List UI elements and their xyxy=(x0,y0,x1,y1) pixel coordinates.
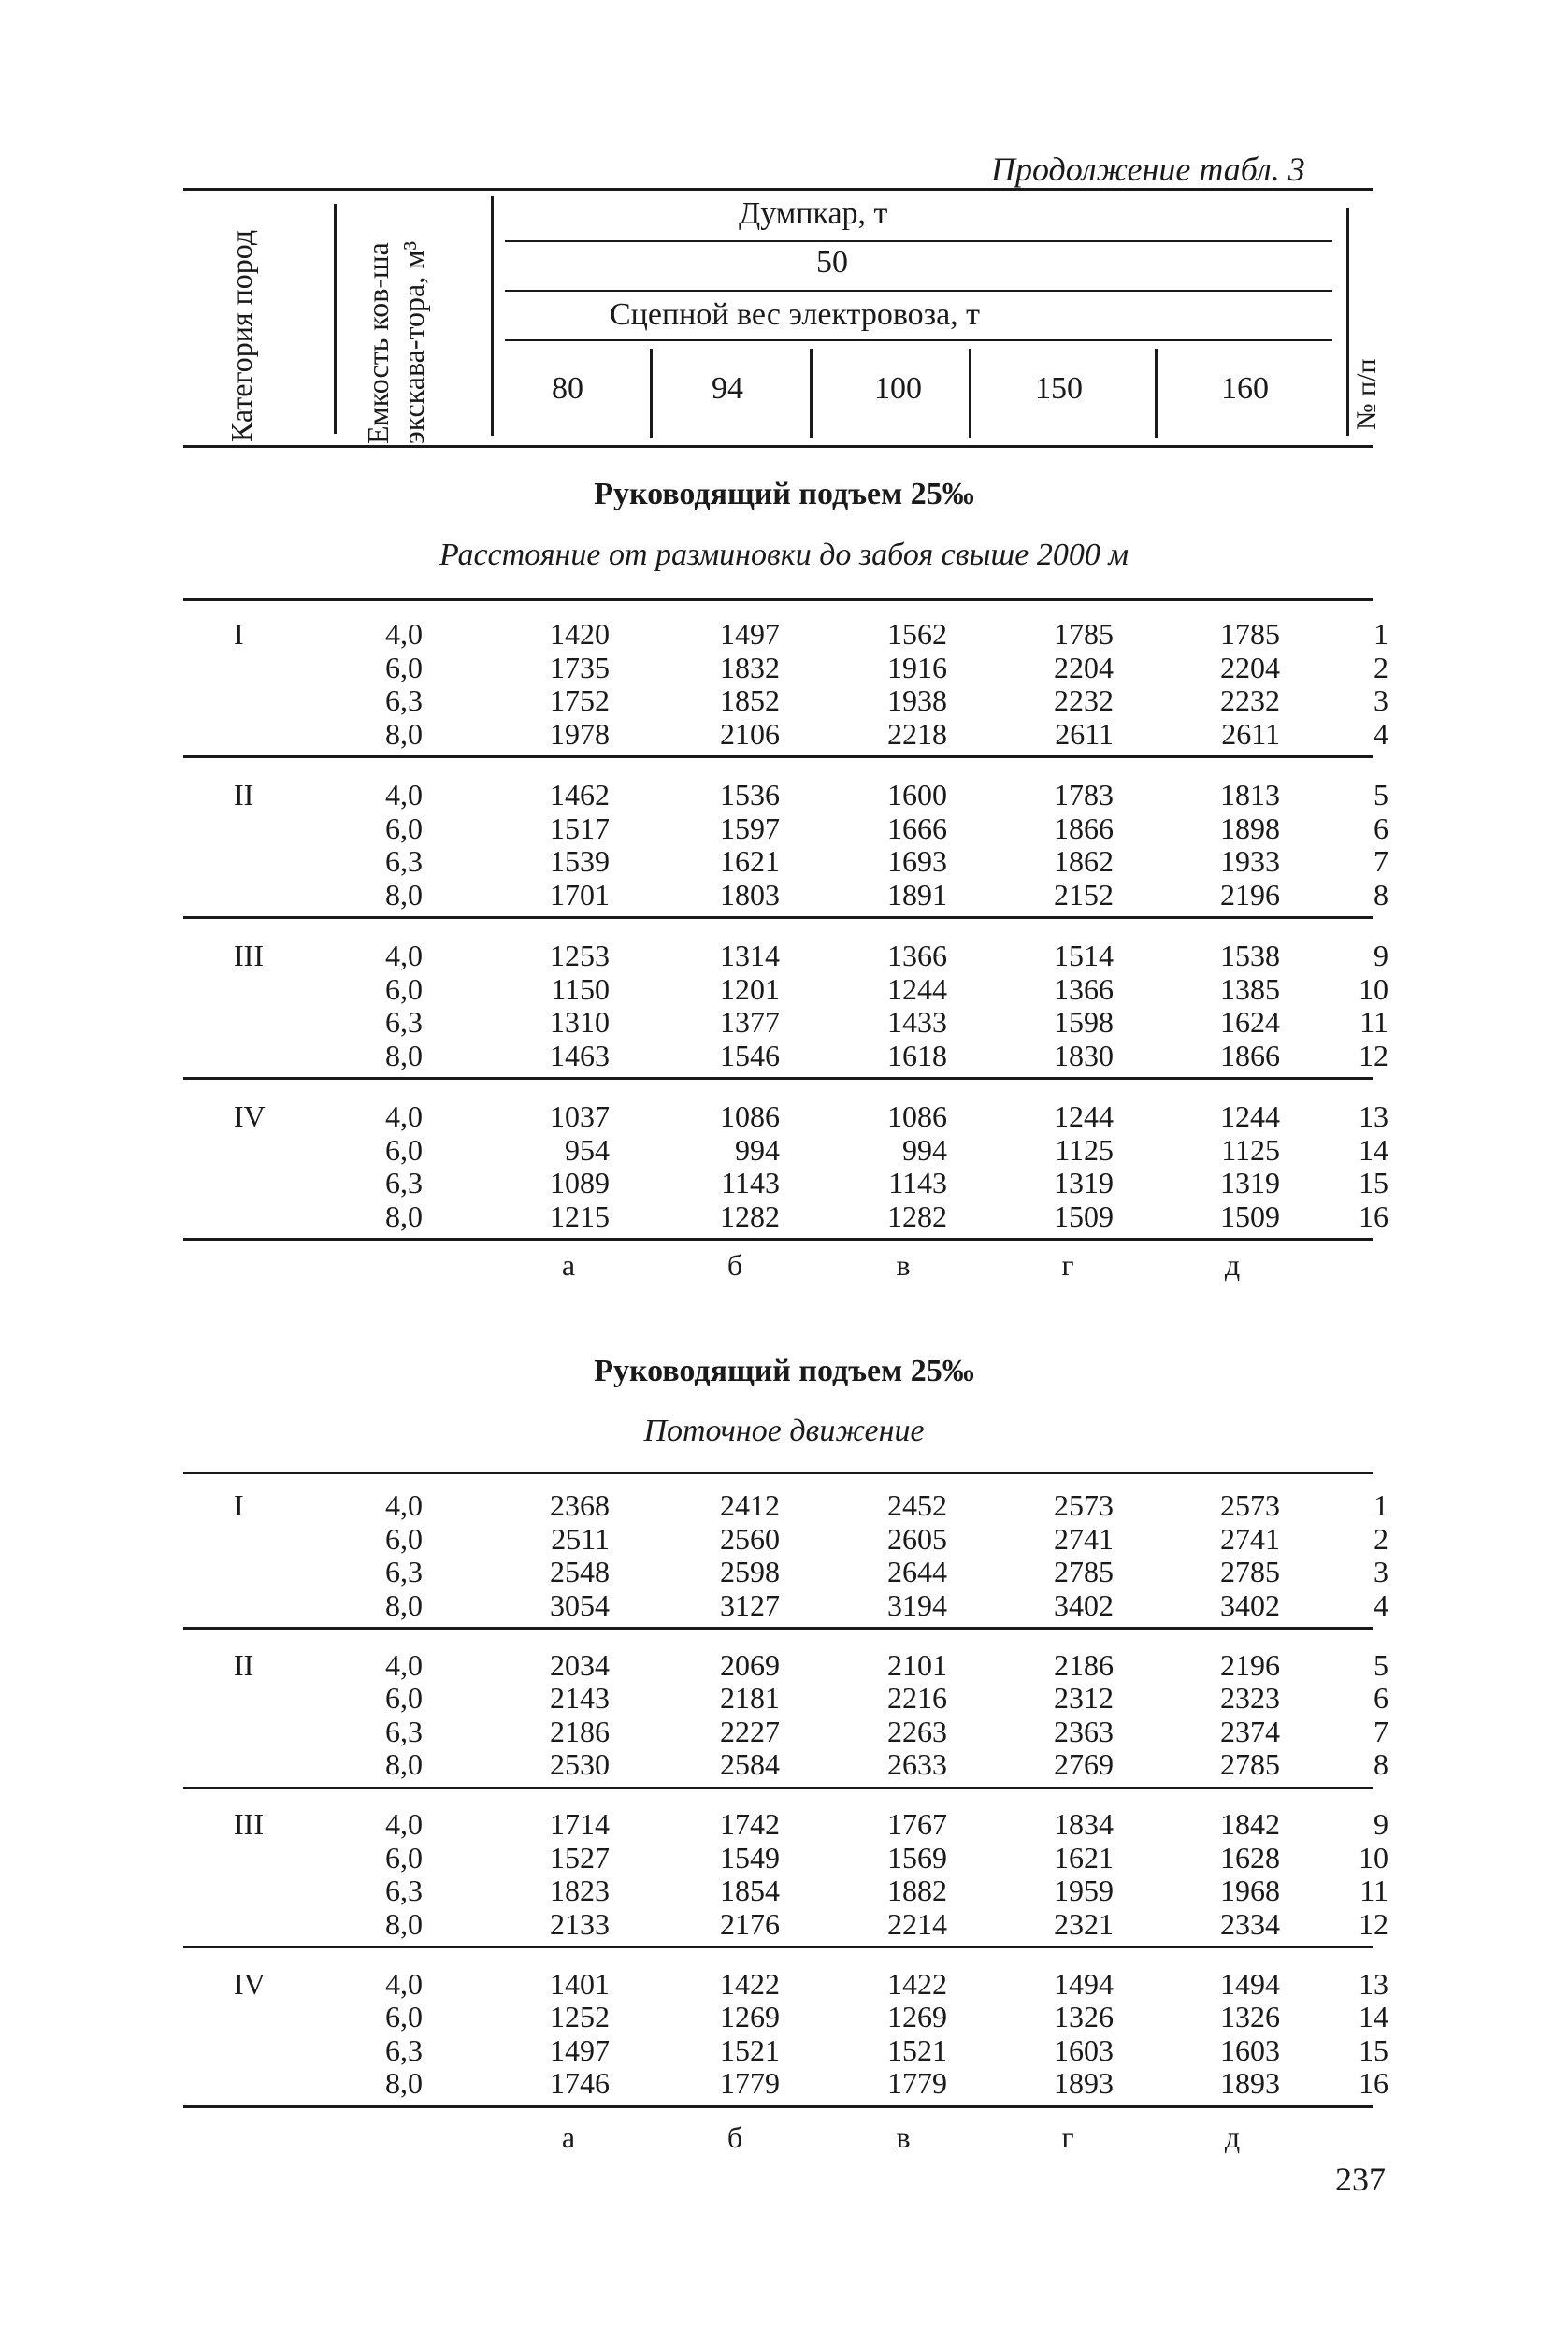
column-letter: в xyxy=(896,2120,911,2154)
value-cell: 1420 xyxy=(550,617,610,651)
value-cell: 2214 xyxy=(887,1906,947,1941)
value-cell: 1521 xyxy=(887,2032,947,2067)
column-letter: д xyxy=(1224,1248,1241,1282)
value-cell: 1401 xyxy=(550,1966,610,2001)
value-cell: 1269 xyxy=(720,2000,780,2033)
value-cell: 1933 xyxy=(1220,844,1280,878)
value-cell: 2106 xyxy=(720,716,780,751)
value-cell: 2263 xyxy=(887,1714,947,1748)
capacity-cell: 6,3 xyxy=(385,844,423,878)
category-label: I xyxy=(234,1488,244,1522)
value-cell: 1377 xyxy=(720,1005,780,1039)
rule xyxy=(183,598,1373,601)
group-rule xyxy=(183,1627,1373,1630)
value-cell: 1898 xyxy=(1220,811,1280,845)
group-rule xyxy=(183,1077,1373,1080)
row-number: 3 xyxy=(1374,1555,1388,1588)
value-cell: 2611 xyxy=(1055,716,1114,751)
capacity-cell: 6,0 xyxy=(385,971,423,1006)
value-cell: 1514 xyxy=(1054,939,1114,972)
value-cell: 1968 xyxy=(1220,1874,1280,1907)
value-cell: 1603 xyxy=(1220,2032,1280,2067)
value-cell: 1143 xyxy=(721,1166,780,1199)
value-cell: 1832 xyxy=(720,650,780,684)
value-cell: 2412 xyxy=(720,1488,780,1522)
capacity-cell: 6,3 xyxy=(385,1555,423,1588)
value-cell: 1852 xyxy=(720,683,780,717)
value-cell: 2598 xyxy=(720,1555,780,1588)
value-cell: 2196 xyxy=(1220,1647,1280,1682)
row-number: 7 xyxy=(1374,1714,1388,1748)
value-cell: 1813 xyxy=(1220,778,1280,811)
capacity-cell: 6,0 xyxy=(385,1132,423,1167)
value-cell: 1527 xyxy=(550,1840,610,1874)
value-cell: 1598 xyxy=(1054,1005,1114,1039)
capacity-cell: 6,3 xyxy=(385,683,423,717)
value-cell: 1624 xyxy=(1220,1005,1280,1039)
capacity-cell: 6,3 xyxy=(385,1714,423,1748)
value-cell: 1366 xyxy=(887,939,947,972)
capacity-cell: 8,0 xyxy=(385,1906,423,1941)
value-cell: 1823 xyxy=(550,1874,610,1907)
value-cell: 2584 xyxy=(720,1747,780,1781)
row-number: 9 xyxy=(1374,1807,1388,1841)
value-cell: 1893 xyxy=(1220,2066,1280,2100)
value-cell: 1143 xyxy=(888,1166,947,1199)
rownum-header: № п/п xyxy=(1351,358,1382,430)
value-cell: 2785 xyxy=(1220,1555,1280,1588)
value-cell: 1201 xyxy=(720,971,780,1006)
capacity-cell: 4,0 xyxy=(385,1099,423,1133)
category-label: I xyxy=(234,617,244,651)
row-number: 14 xyxy=(1359,1132,1388,1167)
row-number: 8 xyxy=(1374,1747,1388,1781)
value-cell: 2186 xyxy=(1054,1647,1114,1682)
value-cell: 2605 xyxy=(887,1521,947,1556)
value-cell: 1785 xyxy=(1220,617,1280,651)
capacity-cell: 6,0 xyxy=(385,1521,423,1556)
value-cell: 1767 xyxy=(887,1807,947,1841)
value-cell: 2741 xyxy=(1054,1521,1114,1556)
column-letter: в xyxy=(896,1248,911,1282)
value-cell: 2176 xyxy=(720,1906,780,1941)
value-cell: 2133 xyxy=(550,1906,610,1941)
value-cell: 1366 xyxy=(1054,971,1114,1006)
row-number: 5 xyxy=(1374,1647,1388,1682)
value-cell: 2152 xyxy=(1054,877,1114,912)
group-rule xyxy=(183,916,1373,919)
value-cell: 954 xyxy=(565,1132,610,1167)
value-cell: 1562 xyxy=(887,617,947,651)
value-cell: 2452 xyxy=(887,1488,947,1522)
value-cell: 2644 xyxy=(887,1555,947,1588)
value-cell: 1494 xyxy=(1054,1966,1114,2001)
value-cell: 1701 xyxy=(550,877,610,912)
value-cell: 1603 xyxy=(1054,2032,1114,2067)
capacity-cell: 8,0 xyxy=(385,2066,423,2100)
group-rule xyxy=(183,1787,1373,1789)
capacity-cell: 8,0 xyxy=(385,716,423,751)
capacity-cell: 6,3 xyxy=(385,1874,423,1907)
value-cell: 2196 xyxy=(1220,877,1280,912)
value-cell: 1779 xyxy=(887,2066,947,2100)
value-cell: 1569 xyxy=(887,1840,947,1874)
value-cell: 2204 xyxy=(1220,650,1280,684)
value-cell: 1509 xyxy=(1220,1199,1280,1233)
capacity-cell: 6,3 xyxy=(385,1166,423,1199)
value-cell: 1546 xyxy=(720,1038,780,1072)
value-cell: 2633 xyxy=(887,1747,947,1781)
value-cell: 1539 xyxy=(550,844,610,878)
value-cell: 1959 xyxy=(1054,1874,1114,1907)
value-cell: 2101 xyxy=(887,1647,947,1682)
value-cell: 1834 xyxy=(1054,1807,1114,1841)
weight-header-80: 80 xyxy=(552,371,583,406)
column-letter: а xyxy=(561,1248,576,1282)
value-cell: 2323 xyxy=(1220,1681,1280,1715)
row-number: 13 xyxy=(1359,1099,1388,1133)
value-cell: 1666 xyxy=(887,811,947,845)
value-cell: 3402 xyxy=(1054,1587,1114,1622)
value-cell: 2785 xyxy=(1054,1555,1114,1588)
value-cell: 1509 xyxy=(1054,1199,1114,1233)
capacity-cell: 4,0 xyxy=(385,778,423,811)
value-cell: 1253 xyxy=(550,939,610,972)
row-number: 1 xyxy=(1374,617,1388,651)
capacity-cell: 6,3 xyxy=(385,1005,423,1039)
row-number: 10 xyxy=(1359,1840,1388,1874)
value-cell: 1830 xyxy=(1054,1038,1114,1072)
value-cell: 2232 xyxy=(1054,683,1114,717)
value-cell: 1628 xyxy=(1220,1840,1280,1874)
category-label: IV xyxy=(234,1966,266,2001)
value-cell: 1422 xyxy=(887,1966,947,2001)
category-label: IV xyxy=(234,1099,266,1133)
value-cell: 1866 xyxy=(1054,811,1114,845)
dumpcar-value: 50 xyxy=(816,245,848,280)
value-cell: 1422 xyxy=(720,1966,780,2001)
capacity-cell: 4,0 xyxy=(385,617,423,651)
value-cell: 2034 xyxy=(550,1647,610,1682)
value-cell: 1779 xyxy=(720,2066,780,2100)
capacity-cell: 6,3 xyxy=(385,2032,423,2067)
weight-header-150: 150 xyxy=(1035,371,1083,406)
category-label: III xyxy=(234,939,264,972)
value-cell: 1621 xyxy=(1054,1840,1114,1874)
value-cell: 2232 xyxy=(1220,683,1280,717)
column-letter: б xyxy=(726,1248,743,1282)
row-number: 15 xyxy=(1359,1166,1388,1199)
row-number: 6 xyxy=(1374,1681,1388,1715)
group-rule xyxy=(183,2105,1373,2108)
value-cell: 1089 xyxy=(550,1166,610,1199)
value-cell: 1244 xyxy=(887,971,947,1006)
column-letter: г xyxy=(1061,2120,1074,2154)
row-number: 4 xyxy=(1374,716,1388,751)
value-cell: 1244 xyxy=(1220,1099,1280,1133)
value-cell: 1978 xyxy=(550,716,610,751)
group-rule xyxy=(183,1238,1373,1241)
category-header: Категория пород xyxy=(224,229,258,442)
value-cell: 2573 xyxy=(1054,1488,1114,1522)
value-cell: 1735 xyxy=(550,650,610,684)
value-cell: 1125 xyxy=(1055,1132,1114,1167)
value-cell: 1618 xyxy=(887,1038,947,1072)
capacity-cell: 8,0 xyxy=(385,1199,423,1233)
capacity-cell: 6,0 xyxy=(385,1681,423,1715)
value-cell: 1462 xyxy=(550,778,610,811)
value-cell: 2530 xyxy=(550,1747,610,1781)
row-number: 1 xyxy=(1374,1488,1388,1522)
capacity-cell: 8,0 xyxy=(385,1038,423,1072)
value-cell: 2368 xyxy=(550,1488,610,1522)
capacity-cell: 6,0 xyxy=(385,650,423,684)
value-cell: 1842 xyxy=(1220,1807,1280,1841)
row-number: 16 xyxy=(1359,1199,1388,1233)
value-cell: 1319 xyxy=(1220,1166,1280,1199)
capacity-cell: 6,0 xyxy=(385,2000,423,2033)
value-cell: 1714 xyxy=(550,1807,610,1841)
loco-weight-label: Сцепной вес электровоза, т xyxy=(610,297,981,332)
section-subtitle: Расстояние от разминовки до забоя свыше 2000 м xyxy=(439,538,1129,572)
value-cell: 2548 xyxy=(550,1555,610,1588)
value-cell: 1549 xyxy=(720,1840,780,1874)
value-cell: 1752 xyxy=(550,683,610,717)
row-number: 8 xyxy=(1374,877,1388,912)
value-cell: 1882 xyxy=(887,1874,947,1907)
value-cell: 2374 xyxy=(1220,1714,1280,1748)
value-cell: 1463 xyxy=(550,1038,610,1072)
value-cell: 1891 xyxy=(887,877,947,912)
column-letter: д xyxy=(1224,2120,1241,2154)
value-cell: 1252 xyxy=(550,2000,610,2033)
value-cell: 2227 xyxy=(720,1714,780,1748)
value-cell: 1494 xyxy=(1220,1966,1280,2001)
value-cell: 3054 xyxy=(550,1587,610,1622)
value-cell: 1785 xyxy=(1054,617,1114,651)
value-cell: 2143 xyxy=(550,1681,610,1715)
row-number: 16 xyxy=(1359,2066,1388,2100)
value-cell: 2204 xyxy=(1054,650,1114,684)
value-cell: 1314 xyxy=(720,939,780,972)
page-number: 237 xyxy=(1335,2161,1386,2198)
value-cell: 1086 xyxy=(887,1099,947,1133)
value-cell: 2334 xyxy=(1220,1906,1280,1941)
value-cell: 1150 xyxy=(551,971,610,1006)
value-cell: 1215 xyxy=(550,1199,610,1233)
value-cell: 1310 xyxy=(550,1005,610,1039)
value-cell: 1893 xyxy=(1054,2066,1114,2100)
column-letter: а xyxy=(561,2120,576,2154)
value-cell: 1536 xyxy=(720,778,780,811)
value-cell: 1497 xyxy=(550,2032,610,2067)
value-cell: 2573 xyxy=(1220,1488,1280,1522)
capacity-cell: 8,0 xyxy=(385,1747,423,1781)
value-cell: 1269 xyxy=(887,2000,947,2033)
value-cell: 1538 xyxy=(1220,939,1280,972)
value-cell: 2181 xyxy=(720,1681,780,1715)
category-label: II xyxy=(234,1647,254,1682)
row-number: 2 xyxy=(1374,1521,1388,1556)
value-cell: 1742 xyxy=(720,1807,780,1841)
row-number: 10 xyxy=(1359,971,1388,1006)
value-cell: 1746 xyxy=(550,2066,610,2100)
value-cell: 3194 xyxy=(887,1587,947,1622)
row-number: 7 xyxy=(1374,844,1388,878)
value-cell: 994 xyxy=(902,1132,947,1167)
value-cell: 2785 xyxy=(1220,1747,1280,1781)
value-cell: 2363 xyxy=(1054,1714,1114,1748)
category-label: III xyxy=(234,1807,264,1841)
weight-header-100: 100 xyxy=(874,371,922,406)
weight-header-94: 94 xyxy=(712,371,743,406)
capacity-cell: 6,0 xyxy=(385,811,423,845)
value-cell: 1282 xyxy=(887,1199,947,1233)
value-cell: 1866 xyxy=(1220,1038,1280,1072)
row-number: 3 xyxy=(1374,683,1388,717)
value-cell: 2611 xyxy=(1221,716,1280,751)
value-cell: 2312 xyxy=(1054,1681,1114,1715)
value-cell: 1938 xyxy=(887,683,947,717)
value-cell: 1433 xyxy=(887,1005,947,1039)
section-title: Руководящий подъем 25‰ xyxy=(594,1354,974,1388)
row-number: 12 xyxy=(1359,1906,1388,1941)
capacity-cell: 6,0 xyxy=(385,1840,423,1874)
capacity-cell: 4,0 xyxy=(385,1488,423,1522)
value-cell: 1385 xyxy=(1220,971,1280,1006)
section-subtitle: Поточное движение xyxy=(643,1414,925,1448)
value-cell: 1600 xyxy=(887,778,947,811)
value-cell: 2560 xyxy=(720,1521,780,1556)
value-cell: 1326 xyxy=(1054,2000,1114,2033)
row-number: 5 xyxy=(1374,778,1388,811)
row-number: 4 xyxy=(1374,1587,1388,1622)
capacity-cell: 8,0 xyxy=(385,877,423,912)
value-cell: 1125 xyxy=(1221,1132,1280,1167)
row-number: 11 xyxy=(1359,1874,1388,1907)
row-number: 6 xyxy=(1374,811,1388,845)
value-cell: 2218 xyxy=(887,716,947,751)
category-label: II xyxy=(234,778,254,811)
row-number: 9 xyxy=(1374,939,1388,972)
column-letter: б xyxy=(726,2120,743,2154)
group-rule xyxy=(183,755,1373,758)
value-cell: 3127 xyxy=(720,1587,780,1622)
value-cell: 1621 xyxy=(720,844,780,878)
row-number: 12 xyxy=(1359,1038,1388,1072)
value-cell: 2069 xyxy=(720,1647,780,1682)
capacity-header: Емкость ков-ша экскава-тора, м³ xyxy=(361,240,430,444)
value-cell: 2741 xyxy=(1220,1521,1280,1556)
capacity-cell: 4,0 xyxy=(385,1966,423,2001)
value-cell: 1037 xyxy=(550,1099,610,1133)
value-cell: 3402 xyxy=(1220,1587,1280,1622)
value-cell: 1803 xyxy=(720,877,780,912)
continuation-label: Продолжение табл. 3 xyxy=(991,151,1305,188)
value-cell: 2511 xyxy=(551,1521,610,1556)
value-cell: 1521 xyxy=(720,2032,780,2067)
value-cell: 2321 xyxy=(1054,1906,1114,1941)
value-cell: 2769 xyxy=(1054,1747,1114,1781)
value-cell: 1086 xyxy=(720,1099,780,1133)
column-letter: г xyxy=(1061,1248,1074,1282)
weight-header-160: 160 xyxy=(1221,371,1269,406)
value-cell: 1497 xyxy=(720,617,780,651)
value-cell: 1319 xyxy=(1054,1166,1114,1199)
value-cell: 1244 xyxy=(1054,1099,1114,1133)
row-number: 14 xyxy=(1359,2000,1388,2033)
rule xyxy=(183,1472,1373,1474)
capacity-cell: 8,0 xyxy=(385,1587,423,1622)
row-number: 13 xyxy=(1359,1966,1388,2001)
capacity-cell: 4,0 xyxy=(385,1647,423,1682)
value-cell: 1693 xyxy=(887,844,947,878)
value-cell: 1862 xyxy=(1054,844,1114,878)
value-cell: 1783 xyxy=(1054,778,1114,811)
value-cell: 994 xyxy=(735,1132,780,1167)
capacity-cell: 4,0 xyxy=(385,939,423,972)
row-number: 15 xyxy=(1359,2032,1388,2067)
value-cell: 1282 xyxy=(720,1199,780,1233)
value-cell: 1854 xyxy=(720,1874,780,1907)
row-number: 11 xyxy=(1359,1005,1388,1039)
section-title: Руководящий подъем 25‰ xyxy=(594,477,974,511)
value-cell: 2216 xyxy=(887,1681,947,1715)
value-cell: 1597 xyxy=(720,811,780,845)
value-cell: 2186 xyxy=(550,1714,610,1748)
value-cell: 1326 xyxy=(1220,2000,1280,2033)
capacity-cell: 4,0 xyxy=(385,1807,423,1841)
group-rule xyxy=(183,1946,1373,1948)
row-number: 2 xyxy=(1374,650,1388,684)
dumpcar-label: Думпкар, т xyxy=(739,196,888,231)
value-cell: 1916 xyxy=(887,650,947,684)
value-cell: 1517 xyxy=(550,811,610,845)
